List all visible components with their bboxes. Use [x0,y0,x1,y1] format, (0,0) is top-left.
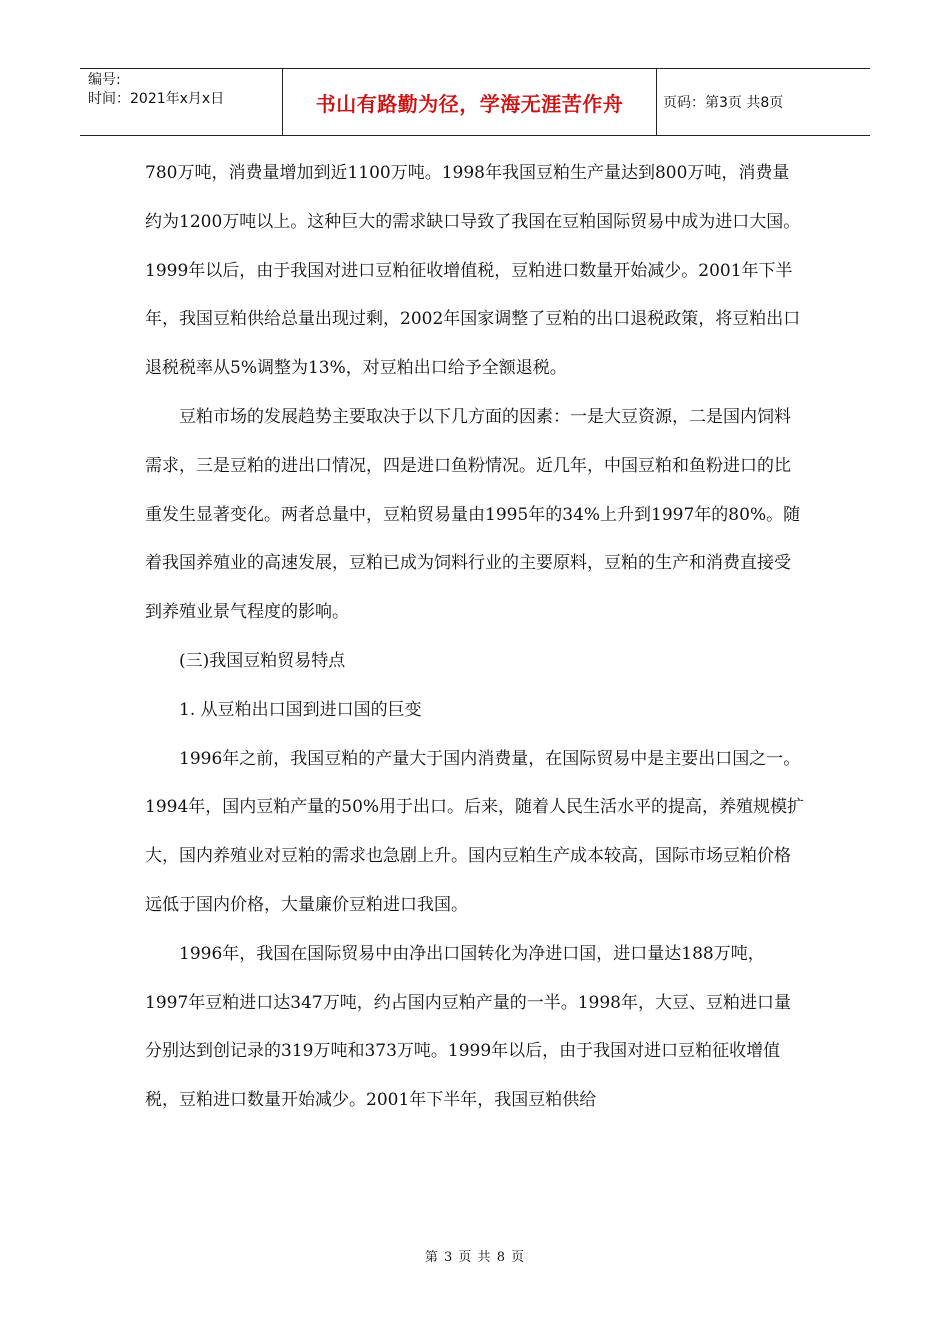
page-header [80,68,870,136]
header-page-code: 页码：第3页 共8页 [663,95,784,111]
subsection-heading: 1. 从豆粕出口国到进口国的巨变 [179,699,422,720]
paragraph: 1996年之前，我国豆粕的产量大于国内消费量，在国际贸易中是主要出口国之一。1994年，国内豆粕产量的50%用于出口。后来，随着人民生活水平的提高，养殖规模扩大，国内养殖业对豆粕的需求也急剧上升。国内豆粕生产成本较高，国际市场豆粕价格远低于国内价格，大量廉价豆粕进口我国。 [145,748,805,915]
document-number-label: 编号: [88,72,121,88]
header-motto: 书山有路勤为径，学海无涯苦作舟 [282,69,657,135]
paragraph: 豆粕市场的发展趋势主要取决于以下几方面的因素：一是大豆资源，二是国内饲料需求，三是豆粕的进出口情况，四是进口鱼粉情况。近几年，中国豆粕和鱼粉进口的比重发生显著变化。两者总量中，豆粕贸易量由1995年的34%上升到1997年的80%。随着我国养殖业的高速发展，豆粕已成为饲料行业的主要原料，豆粕的生产和消费直接受到养殖业景气程度的影响。 [145,406,801,623]
page-footer: 第 3 页 共 8 页 [424,1250,526,1265]
section-heading: (三)我国豆粕贸易特点 [179,650,346,671]
paragraph: 780万吨，消费量增加到近1100万吨。1998年我国豆粕生产量达到800万吨，消费量约为1200万吨以上。这种巨大的需求缺口导致了我国在豆粕国际贸易中成为进口大国。1999年以后，由于我国对进口豆粕征收增值税，豆粕进口数量开始减少。2001年下半年，我国豆粕供给总量出现过剩，2002年国家调整了豆粕的出口退税政策，将豆粕出口退税税率从5%调整为13%，对豆粕出口给予全额退税。 [145,163,801,379]
header-meta [80,69,282,135]
document-body [145,149,805,1125]
document-date: 时间：2021年x月x日 [88,91,225,107]
paragraph: 1996年，我国在国际贸易中由净出口国转化为净进口国，进口量达188万吨，1997年豆粕进口达347万吨，约占国内豆粕产量的一半。1998年，大豆、豆粕进口量分别达到创记录的319万吨和373万吨。1999年以后，由于我国对进口豆粕征收增值税，豆粕进口数量开始减少。2001年下半年，我国豆粕供给 [145,943,791,1111]
